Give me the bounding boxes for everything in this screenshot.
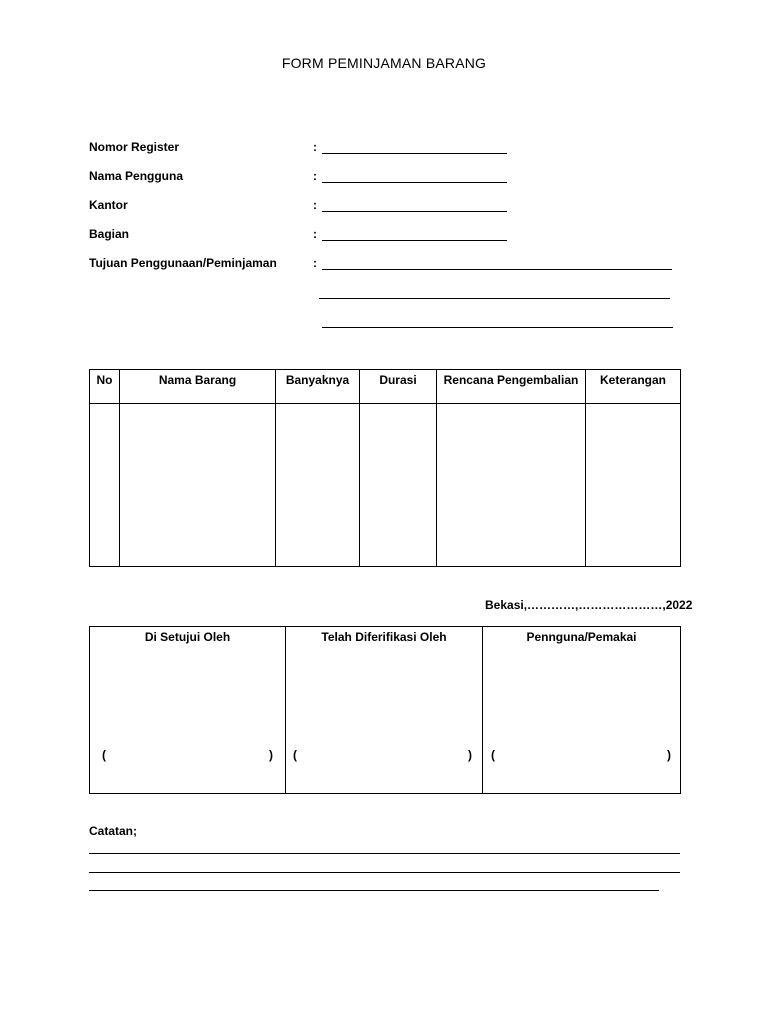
- field-label-bagian: Bagian: [89, 227, 130, 241]
- column-header-banyaknya: Banyaknya: [276, 370, 360, 404]
- field-label-tujuan: Tujuan Penggunaan/Peminjaman: [89, 256, 277, 270]
- open-paren: (: [102, 748, 106, 762]
- column-header-nama-barang: Nama Barang: [120, 370, 276, 404]
- signature-cell-pengguna[interactable]: [483, 627, 681, 794]
- field-colon: :: [313, 169, 317, 183]
- field-colon: :: [313, 256, 317, 270]
- table-row: [90, 404, 681, 567]
- field-label-nama-pengguna: Nama Pengguna: [89, 169, 184, 183]
- open-paren: (: [293, 748, 297, 762]
- signature-title: Telah Diferifikasi Oleh: [321, 630, 447, 644]
- tujuan-input-line-1[interactable]: [322, 269, 672, 270]
- items-table-header-row: [90, 370, 681, 404]
- cell-no[interactable]: [90, 404, 120, 567]
- column-header-keterangan: Keterangan: [586, 370, 681, 404]
- open-paren: (: [491, 748, 495, 762]
- notes-label: Catatan;: [89, 824, 138, 838]
- close-paren: ): [667, 748, 671, 762]
- cell-banyaknya[interactable]: [276, 404, 360, 567]
- nomor-register-input-line[interactable]: [322, 153, 507, 154]
- signature-cell-disetujui[interactable]: [90, 627, 286, 794]
- cell-keterangan[interactable]: [586, 404, 681, 567]
- field-colon: :: [313, 227, 317, 241]
- signature-cell-diverifikasi[interactable]: [286, 627, 483, 794]
- notes-line-3[interactable]: [89, 890, 659, 891]
- field-label-nomor-register: Nomor Register: [89, 140, 180, 154]
- signature-title: Pennguna/Pemakai: [526, 630, 637, 644]
- date-line: Bekasi,…………,…………………,2022: [485, 598, 693, 612]
- field-colon: :: [313, 140, 317, 154]
- column-header-rencana-pengembalian: Rencana Pengembalian: [437, 370, 586, 404]
- cell-nama-barang[interactable]: [120, 404, 276, 567]
- notes-line-1[interactable]: [89, 853, 680, 854]
- nama-pengguna-input-line[interactable]: [322, 182, 507, 183]
- page-title: FORM PEMINJAMAN BARANG: [281, 55, 487, 71]
- field-label-kantor: Kantor: [89, 198, 128, 212]
- column-header-no: No: [90, 370, 120, 404]
- cell-rencana-pengembalian[interactable]: [437, 404, 586, 567]
- tujuan-input-line-3[interactable]: [322, 327, 673, 328]
- close-paren: ): [269, 748, 273, 762]
- signature-title: Di Setujui Oleh: [144, 630, 231, 644]
- notes-line-2[interactable]: [89, 872, 680, 873]
- column-header-durasi: Durasi: [360, 370, 437, 404]
- close-paren: ): [468, 748, 472, 762]
- kantor-input-line[interactable]: [322, 211, 507, 212]
- signature-table: [89, 626, 681, 794]
- bagian-input-line[interactable]: [322, 240, 507, 241]
- tujuan-input-line-2[interactable]: [319, 298, 670, 299]
- field-colon: :: [313, 198, 317, 212]
- cell-durasi[interactable]: [360, 404, 437, 567]
- items-table: [89, 369, 681, 567]
- signature-row: [90, 627, 681, 794]
